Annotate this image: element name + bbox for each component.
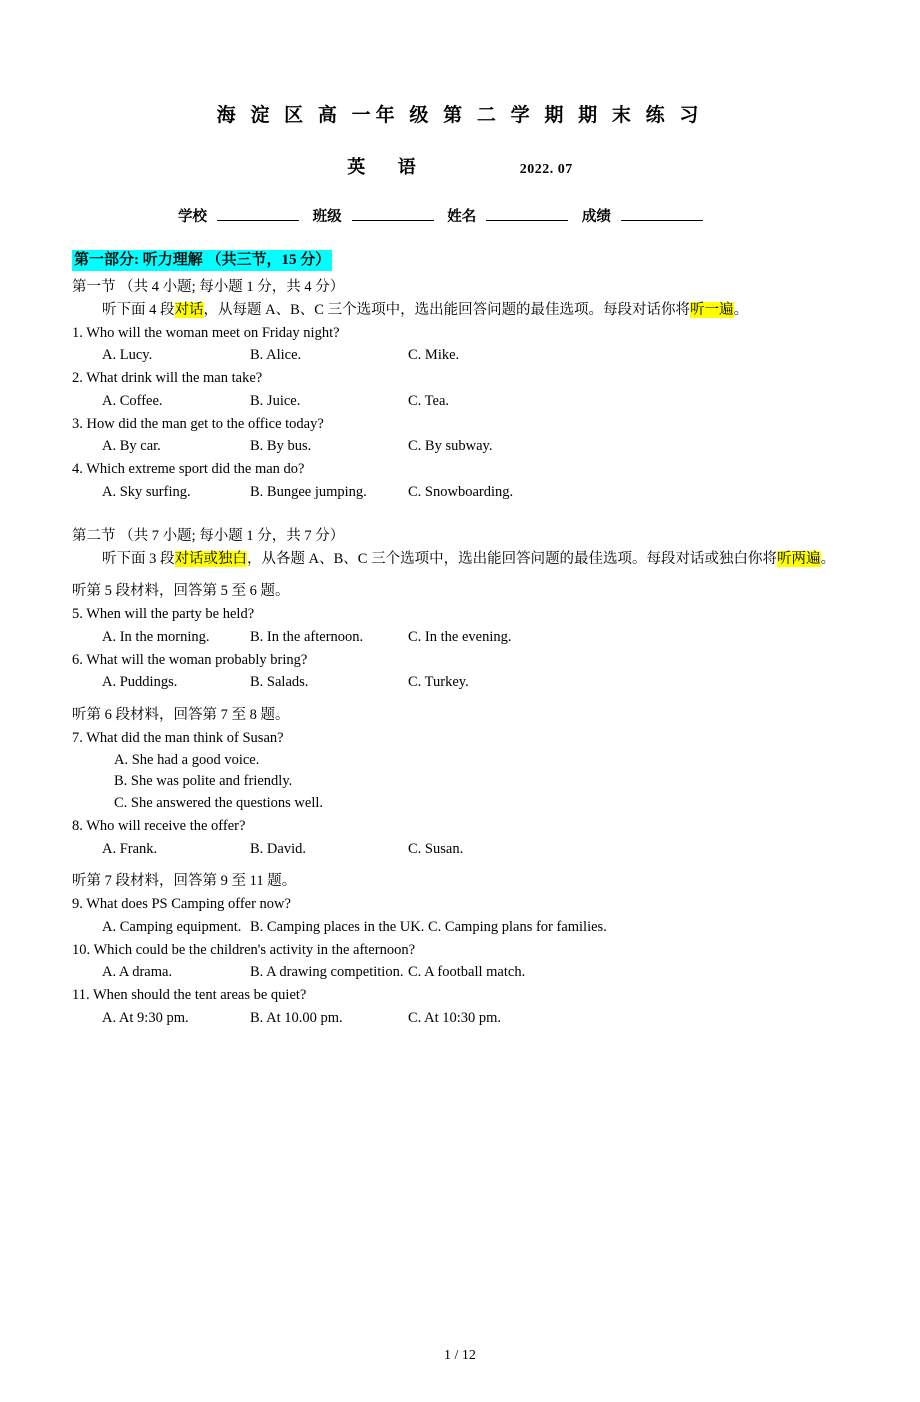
option-a[interactable]: A. Camping equipment. <box>102 918 242 935</box>
question-number: 3. <box>72 415 83 432</box>
instruction-end: 。 <box>733 301 749 318</box>
question-5 <box>72 604 848 626</box>
instruction-pre: 听下面 4 段 <box>102 301 175 318</box>
material-lead-5: 听第 5 段材料，回答第 5 至 6 题。 <box>72 583 290 600</box>
instruction-highlight-dialogue-monologue: 对话或独白 <box>174 550 247 567</box>
question-number: 8. <box>72 817 83 834</box>
option-a[interactable]: A. Sky surfing. <box>102 483 191 500</box>
section-one-title: 第一节 （共 4 小题; 每小题 1 分，共 4 分） <box>72 278 345 295</box>
subject-row <box>72 153 848 179</box>
question-text: Who will receive the offer? <box>86 817 246 834</box>
page-title: 海 淀 区 高 一年 级 第 二 学 期 期 末 练 习 <box>216 105 704 126</box>
question-9 <box>72 894 848 916</box>
question-text: When should the tent areas be quiet? <box>92 987 307 1004</box>
question-7 <box>72 728 848 750</box>
option-b[interactable]: B. Juice. <box>250 392 301 409</box>
section-two-instruction <box>72 549 848 571</box>
question-3 <box>72 414 848 436</box>
question-text: What will the woman probably bring? <box>86 651 308 668</box>
name-label: 姓名 <box>447 209 477 225</box>
instruction-pre: 听下面 3 段 <box>102 550 175 567</box>
option-c[interactable]: C. Susan. <box>408 840 464 857</box>
option-a[interactable]: A. In the morning. <box>102 628 210 645</box>
question-text: Which extreme sport did the man do? <box>86 461 305 478</box>
option-b[interactable]: B. A drawing competition. <box>250 964 404 981</box>
question-8-options <box>72 839 848 861</box>
question-2 <box>72 368 848 390</box>
question-number: 11. <box>72 987 90 1004</box>
option-b[interactable]: B. Bungee jumping. <box>250 483 367 500</box>
option-b[interactable]: B. In the afternoon. <box>250 628 364 645</box>
option-a[interactable]: A. A drama. <box>102 964 173 981</box>
exam-date: 2022. 07 <box>519 162 573 177</box>
question-7-option-c[interactable]: C. She answered the questions well. <box>114 795 324 812</box>
question-number: 9. <box>72 896 83 913</box>
option-c[interactable]: C. By subway. <box>408 438 493 455</box>
instruction-mid: ，从各题 A、B、C 三个选项中，选出能回答问题的最佳选项。每段对话或独白你将 <box>247 550 778 567</box>
instruction-highlight-dialogue: 对话 <box>174 301 204 318</box>
part-one-heading: 第一部分: 听力理解 （共三节，15 分） <box>72 250 332 271</box>
name-input[interactable] <box>486 208 568 221</box>
question-text: Who will the woman meet on Friday night? <box>86 324 340 341</box>
instruction-mid: ，从每题 A、B、C 三个选项中，选出能回答问题的最佳选项。每段对话你将 <box>203 301 691 318</box>
option-b[interactable]: B. Salads. <box>250 674 309 691</box>
question-number: 4. <box>72 461 83 478</box>
question-text: What does PS Camping offer now? <box>86 896 291 913</box>
question-11-options <box>72 1008 848 1030</box>
question-text: What drink will the man take? <box>86 370 263 387</box>
material-lead-6: 听第 6 段材料，回答第 7 至 8 题。 <box>72 707 290 724</box>
question-number: 6. <box>72 651 83 668</box>
question-8 <box>72 816 848 838</box>
question-10-options <box>72 962 848 984</box>
question-1 <box>72 323 848 345</box>
option-b[interactable]: B. David. <box>250 840 306 857</box>
option-a[interactable]: A. At 9:30 pm. <box>102 1009 189 1026</box>
question-2-options <box>72 391 848 413</box>
question-11 <box>72 985 848 1007</box>
class-input[interactable] <box>352 208 434 221</box>
score-input[interactable] <box>621 208 703 221</box>
instruction-highlight-twice: 听两遍 <box>777 550 821 567</box>
instruction-end: 。 <box>820 550 836 567</box>
option-c[interactable]: C. At 10:30 pm. <box>408 1009 502 1026</box>
question-6-options <box>72 672 848 694</box>
question-1-options <box>72 345 848 367</box>
option-a[interactable]: A. Coffee. <box>102 392 163 409</box>
option-b[interactable]: B. Camping places in the UK. <box>250 918 425 935</box>
subject-label: 英 语 <box>347 157 430 177</box>
question-5-options <box>72 627 848 649</box>
exam-page <box>0 100 920 1402</box>
option-c[interactable]: C. Tea. <box>408 392 450 409</box>
option-c[interactable]: C. In the evening. <box>408 628 512 645</box>
option-a[interactable]: A. By car. <box>102 438 161 455</box>
school-label: 学校 <box>178 209 207 225</box>
score-label: 成绩 <box>581 209 611 225</box>
option-a[interactable]: A. Lucy. <box>102 347 153 364</box>
option-c[interactable]: C. Mike. <box>408 347 460 364</box>
question-4-options <box>72 482 848 504</box>
question-7-option-a[interactable]: A. She had a good voice. <box>114 751 260 768</box>
option-c[interactable]: C. Snowboarding. <box>408 483 514 500</box>
question-3-options <box>72 436 848 458</box>
option-a[interactable]: A. Frank. <box>102 840 158 857</box>
question-text: How did the man get to the office today? <box>86 415 324 432</box>
class-label: 班级 <box>312 209 342 225</box>
question-text: When will the party be held? <box>86 606 255 623</box>
option-c[interactable]: C. Camping plans for families. <box>428 918 607 935</box>
option-c[interactable]: C. Turkey. <box>408 674 469 691</box>
section-one-instruction <box>72 300 848 322</box>
material-lead-7: 听第 7 段材料，回答第 9 至 11 题。 <box>72 873 297 890</box>
school-input[interactable] <box>217 208 299 221</box>
page-footer: 1 / 12 <box>444 1348 476 1363</box>
question-6 <box>72 650 848 672</box>
question-text: What did the man think of Susan? <box>86 729 284 746</box>
option-c[interactable]: C. A football match. <box>408 964 526 981</box>
question-10 <box>72 940 848 962</box>
instruction-highlight-once: 听一遍 <box>690 301 734 318</box>
question-number: 10. <box>72 941 91 958</box>
option-a[interactable]: A. Puddings. <box>102 674 178 691</box>
question-number: 7. <box>72 729 83 746</box>
question-number: 5. <box>72 606 83 623</box>
question-text: Which could be the children's activity in the afternoon? <box>93 941 415 958</box>
section-two-title: 第二节 （共 7 小题; 每小题 1 分，共 7 分） <box>72 527 345 544</box>
option-b[interactable]: B. Alice. <box>250 347 302 364</box>
question-number: 1. <box>72 324 83 341</box>
question-4 <box>72 459 848 481</box>
question-number: 2. <box>72 370 83 387</box>
option-b[interactable]: B. At 10.00 pm. <box>250 1009 343 1026</box>
student-info-row <box>72 205 848 226</box>
option-b[interactable]: B. By bus. <box>250 438 312 455</box>
question-7-option-b[interactable]: B. She was polite and friendly. <box>114 773 293 790</box>
question-9-options <box>72 917 848 939</box>
